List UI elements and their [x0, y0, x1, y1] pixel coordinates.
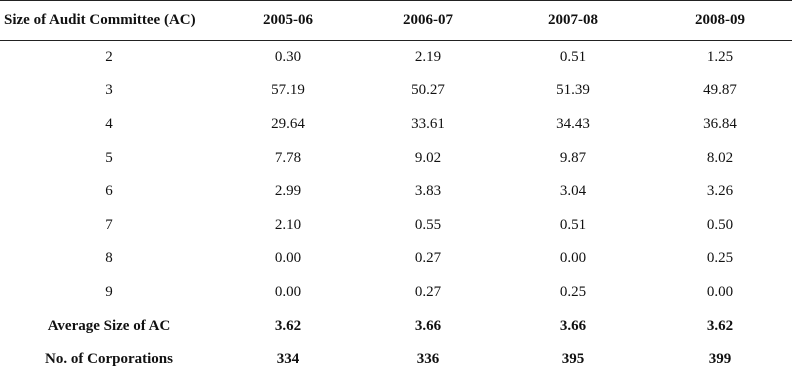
- table-row: [0, 108, 792, 142]
- table-cell: 7.78: [274, 149, 302, 166]
- table-cell: 3.62: [706, 317, 734, 334]
- row-label: 5: [105, 149, 113, 166]
- table-cell: 0.00: [559, 250, 587, 267]
- table-cell: 0.00: [274, 250, 302, 267]
- table-cell: 50.27: [411, 82, 445, 99]
- table-row: [0, 141, 792, 175]
- table-header: [0, 1, 792, 41]
- table-cell: 0.25: [706, 250, 734, 267]
- row-label: 6: [105, 183, 113, 200]
- table-row: [0, 276, 792, 310]
- table-cell: 9.02: [414, 149, 442, 166]
- header-2005-06: 2005-06: [218, 1, 358, 41]
- table-cell: 334: [276, 351, 300, 368]
- row-label: 3: [105, 82, 113, 99]
- table-cell: 399: [708, 351, 732, 368]
- table-cell: 36.84: [703, 115, 737, 132]
- table-cell: 3.66: [414, 317, 442, 334]
- table-cell: 0.25: [559, 283, 587, 300]
- header-size-of-ac: Size of Audit Committee (AC): [0, 1, 218, 41]
- table-cell: 34.43: [556, 115, 590, 132]
- header-2006-07: 2006-07: [358, 1, 498, 41]
- table-cell: 3.66: [559, 317, 587, 334]
- table-cell: 29.64: [271, 115, 305, 132]
- table-cell: 1.25: [706, 49, 734, 66]
- table-cell: 0.27: [414, 283, 442, 300]
- table-cell: 0.30: [274, 49, 302, 66]
- average-size-row: [0, 309, 792, 343]
- table-cell: 3.04: [559, 183, 587, 200]
- table-cell: 0.50: [706, 216, 734, 233]
- table-cell: 0.51: [559, 49, 587, 66]
- table-cell: 51.39: [556, 82, 590, 99]
- header-2007-08: 2007-08: [498, 1, 648, 41]
- table-row: [0, 74, 792, 108]
- corporations-count-row: [0, 343, 792, 377]
- row-label: No. of Corporations: [45, 351, 173, 368]
- row-label: 7: [105, 216, 113, 233]
- header-row: [0, 1, 792, 41]
- table-cell: 2.10: [274, 216, 302, 233]
- table-cell: 3.62: [274, 317, 302, 334]
- table-cell: 0.00: [706, 283, 734, 300]
- table-body: [0, 41, 792, 377]
- table-cell: 57.19: [271, 82, 305, 99]
- table-cell: 0.00: [274, 283, 302, 300]
- table-cell: 2.19: [414, 49, 442, 66]
- table-row: [0, 41, 792, 75]
- table-cell: 336: [416, 351, 440, 368]
- table-cell: 0.51: [559, 216, 587, 233]
- header-2008-09: 2008-09: [648, 1, 792, 41]
- table-cell: 0.55: [414, 216, 442, 233]
- table-cell: 9.87: [559, 149, 587, 166]
- table-cell: 33.61: [411, 115, 445, 132]
- row-label: 2: [105, 49, 113, 66]
- row-label: Average Size of AC: [47, 317, 171, 334]
- table-cell: 2.99: [274, 183, 302, 200]
- table-row: [0, 175, 792, 209]
- table-cell: 0.27: [414, 250, 442, 267]
- row-label: 4: [105, 115, 113, 132]
- table-cell: 3.83: [414, 183, 442, 200]
- table-cell: 395: [561, 351, 585, 368]
- table-cell: 3.26: [706, 183, 734, 200]
- row-label: 9: [105, 283, 113, 300]
- table-row: [0, 242, 792, 276]
- table-cell: 49.87: [703, 82, 737, 99]
- table-row: [0, 208, 792, 242]
- row-label: 8: [105, 250, 113, 267]
- table-cell: 8.02: [706, 149, 734, 166]
